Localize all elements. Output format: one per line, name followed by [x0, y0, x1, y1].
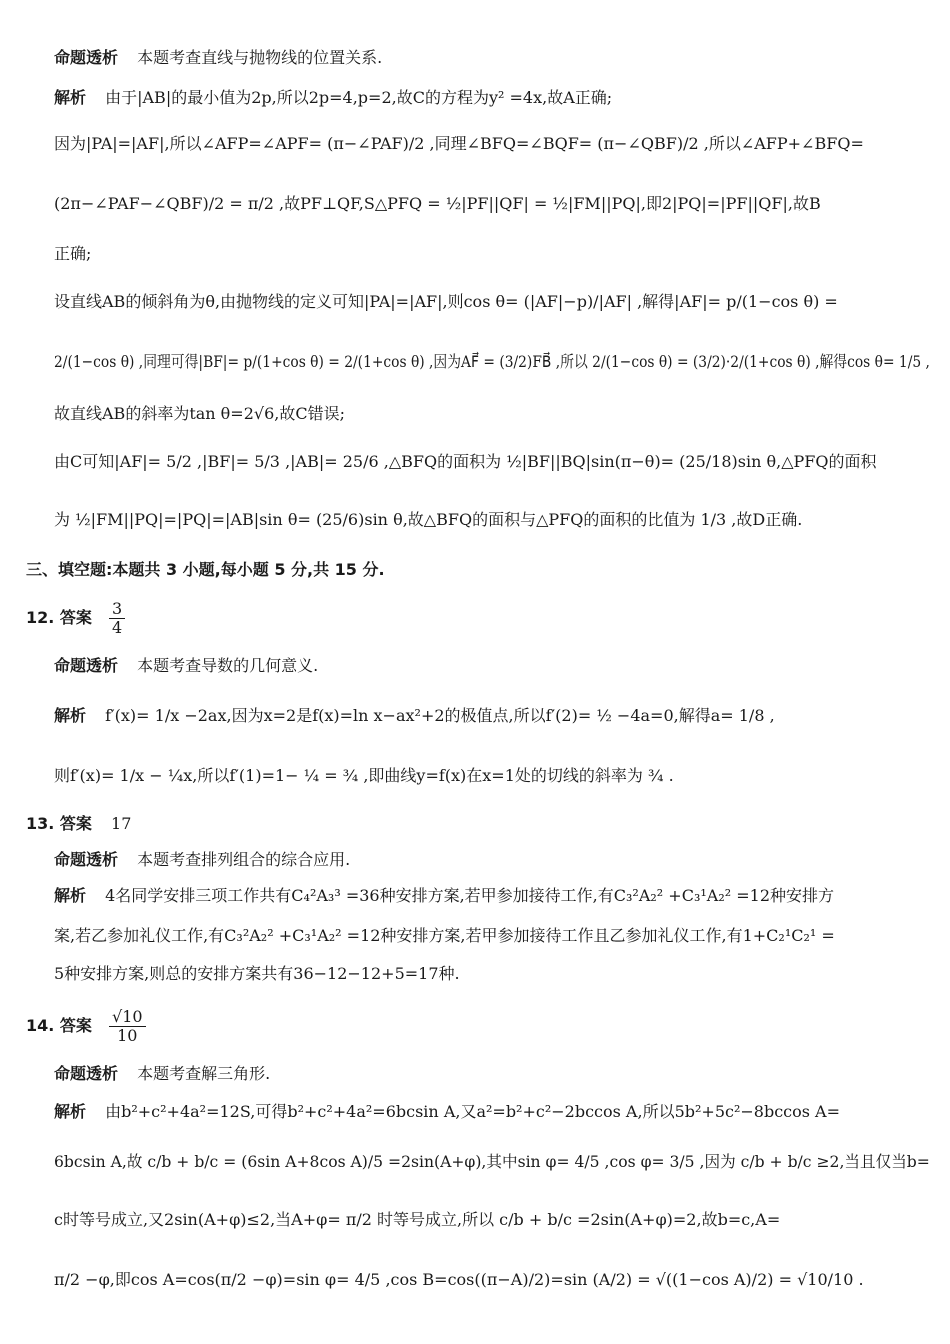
q14-analysis-text-line: 6bcsin A,故 c/b + b/c = (6sin A+8cos A)/5 =2sin(A+φ),其中sin φ= 4/5 ,cos φ= 3/5 ,因为 c/b + b/c ≥2,当且仅当b= — [54, 1152, 930, 1171]
q14-analysis-text-line: π/2 −φ,即cos A=cos(π/2 −φ)=sin φ= 4/5 ,cos B=cos((π−A)/2)=sin (A/2) = √((1−cos A)/2) = √10/10 . — [54, 1270, 864, 1289]
q12-answer-numerator: 3 — [109, 600, 125, 619]
q14-intent-text: 本题考查解三角形. — [137, 1064, 271, 1083]
analysis-text-line: 设直线AB的倾斜角为θ,由抛物线的定义可知|PA|=|AF|,则cos θ= (|AF|−p)/|AF| ,解得|AF|= p/(1−cos θ) = — [54, 292, 838, 311]
q14-answer-numerator: √10 — [109, 1008, 146, 1027]
section-heading: 三、填空题:本题共 3 小题,每小题 5 分,共 15 分. — [26, 560, 385, 579]
q12-analysis-line — [54, 704, 775, 728]
q14-analysis-label: 解析 — [54, 1102, 87, 1121]
q14-answer-line — [26, 1004, 146, 1048]
q14-answer — [109, 1008, 146, 1045]
q14-analysis-text-line: c时等号成立,又2sin(A+φ)≤2,当A+φ= π/2 时等号成立,所以 c/b + b/c =2sin(A+φ)=2,故b=c,A= — [54, 1210, 781, 1229]
analysis-text-line: 2/(1−cos θ) ,同理可得|BF|= p/(1+cos θ) = 2/(1+cos θ) ,因为AF⃗ = (3/2)FB⃗ ,所以 2/(1−cos θ) = (3/2)·2/(1+cos θ) ,解得cos θ= 1/5 , — [54, 352, 930, 371]
q14-intent-label: 命题透析 — [54, 1064, 119, 1083]
q14-analysis-line — [54, 1100, 840, 1124]
q12-number: 12. 答案 — [26, 608, 92, 627]
q14-number: 14. 答案 — [26, 1016, 92, 1035]
analysis-line — [54, 86, 612, 110]
analysis-text-line: 正确; — [54, 244, 92, 263]
q13-analysis-line — [54, 884, 834, 908]
analysis-text-line: (2π−∠PAF−∠QBF)/2 = π/2 ,故PF⊥QF,S△PFQ = ½|PF||QF| = ½|FM||PQ|,即2|PQ|=|PF||QF|,故B — [54, 194, 821, 213]
q12-answer-line — [26, 598, 125, 638]
q12-answer-denominator: 4 — [112, 618, 123, 637]
q12-intent-text: 本题考查导数的几何意义. — [137, 656, 319, 675]
q14-intent-line — [54, 1062, 270, 1086]
q12-intent-line — [54, 654, 318, 678]
q12-analysis-text-line: 则f′(x)= 1/x − ¼x,所以f′(1)=1− ¼ = ¾ ,即曲线y=f(x)在x=1处的切线的斜率为 ¾ . — [54, 766, 674, 785]
q14-answer-denominator: 10 — [117, 1026, 138, 1045]
problem-intent-label: 命题透析 — [54, 48, 119, 67]
q12-answer — [109, 600, 125, 637]
q13-answer-line — [26, 812, 131, 836]
q13-number: 13. 答案 — [26, 814, 92, 833]
analysis-label: 解析 — [54, 88, 87, 107]
analysis-text-line: 故直线AB的斜率为tan θ=2√6,故C错误; — [54, 404, 345, 423]
problem-intent-line — [54, 46, 382, 70]
analysis-text-line: 为 ½|FM||PQ|=|PQ|=|AB|sin θ= (25/6)sin θ,故△BFQ的面积与△PFQ的面积的比值为 1/3 ,故D正确. — [54, 510, 803, 529]
q13-intent-label: 命题透析 — [54, 850, 119, 869]
q13-answer: 17 — [111, 814, 132, 833]
q13-analysis-text-line: 5种安排方案,则总的安排方案共有36−12−12+5=17种. — [54, 964, 460, 983]
analysis-text-line: 因为|PA|=|AF|,所以∠AFP=∠APF= (π−∠PAF)/2 ,同理∠BFQ=∠BQF= (π−∠QBF)/2 ,所以∠AFP+∠BFQ= — [54, 134, 864, 153]
problem-intent-text: 本题考查直线与抛物线的位置关系. — [137, 48, 383, 67]
analysis-text: 由于|AB|的最小值为2p,所以2p=4,p=2,故C的方程为y² =4x,故A正确; — [105, 88, 613, 107]
q12-analysis-text: f′(x)= 1/x −2ax,因为x=2是f(x)=ln x−ax²+2的极值点,所以f′(2)= ½ −4a=0,解得a= 1/8 , — [105, 706, 775, 725]
q13-intent-line — [54, 848, 350, 872]
q13-analysis-text-line: 案,若乙参加礼仪工作,有C₃²A₂² +C₃¹A₂² =12种安排方案,若甲参加接待工作且乙参加礼仪工作,有1+C₂¹C₂¹ = — [54, 926, 835, 945]
q14-analysis-text: 由b²+c²+4a²=12S,可得b²+c²+4a²=6bcsin A,又a²=b²+c²−2bccos A,所以5b²+5c²−8bccos A= — [105, 1102, 841, 1121]
q12-analysis-label: 解析 — [54, 706, 87, 725]
q13-analysis-label: 解析 — [54, 886, 87, 905]
q12-intent-label: 命题透析 — [54, 656, 119, 675]
q13-intent-text: 本题考查排列组合的综合应用. — [137, 850, 351, 869]
q13-analysis-text: 4名同学安排三项工作共有C₄²A₃³ =36种安排方案,若甲参加接待工作,有C₃²A₂² +C₃¹A₂² =12种安排方 — [105, 886, 835, 905]
analysis-text-line: 由C可知|AF|= 5/2 ,|BF|= 5/3 ,|AB|= 25/6 ,△BFQ的面积为 ½|BF||BQ|sin(π−θ)= (25/18)sin θ,△PFQ的面积 — [54, 452, 877, 471]
